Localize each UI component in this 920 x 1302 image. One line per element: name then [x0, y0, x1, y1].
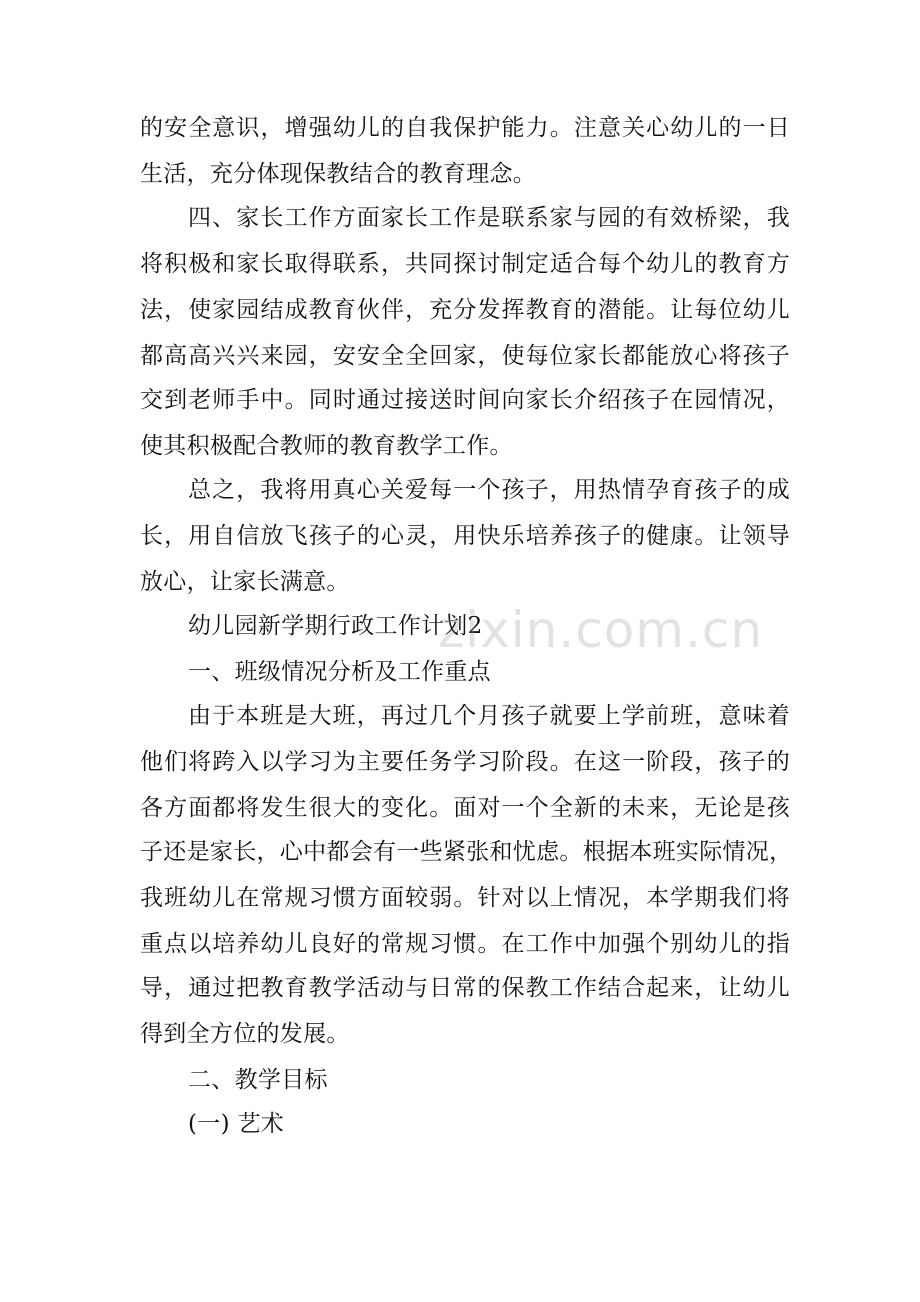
text-line: 我班幼儿在常规习惯方面较弱。针对以上情况，本学期我们将 — [140, 885, 790, 911]
text-line: 使其积极配合教师的教育教学工作。 — [140, 433, 513, 459]
subsection-heading: (一) 艺术 — [188, 1111, 285, 1137]
text-line: 总之，我将用真心关爱每一个孩子，用热情孕育孩子的成 — [188, 477, 790, 503]
watermark: zixin.com.cn — [438, 601, 764, 659]
text-line: 由于本班是大班，再过几个月孩子就要上学前班，意味着 — [188, 703, 790, 729]
section-heading: 一、班级情况分析及工作重点 — [188, 659, 491, 685]
text-line: 放心，让家长满意。 — [140, 569, 350, 595]
text-line: 重点以培养幼儿良好的常规习惯。在工作中加强个别幼儿的指 — [140, 931, 790, 957]
text-line: 各方面都将发生很大的变化。面对一个全新的未来，无论是孩 — [140, 795, 790, 821]
text-line: 导，通过把教育教学活动与日常的保教工作结合起来，让幼儿 — [140, 975, 790, 1001]
text-line: 交到老师手中。同时通过接送时间向家长介绍孩子在园情况， — [140, 387, 790, 413]
text-line: 将积极和家长取得联系，共同探讨制定适合每个幼儿的教育方 — [140, 251, 790, 277]
text-line: 长，用自信放飞孩子的心灵，用快乐培养孩子的健康。让领导 — [140, 523, 790, 549]
section-heading: 二、教学目标 — [188, 1067, 328, 1093]
text-line: 的安全意识，增强幼儿的自我保护能力。注意关心幼儿的一日 — [140, 115, 790, 141]
text-line: 四、家长工作方面家长工作是联系家与园的有效桥梁，我 — [188, 205, 790, 231]
text-line: 子还是家长，心中都会有一些紧张和忧虑。根据本班实际情况， — [140, 839, 793, 865]
text-line: 他们将跨入以学习为主要任务学习阶段。在这一阶段，孩子的 — [140, 749, 790, 775]
text-line: 得到全方位的发展。 — [140, 1021, 350, 1047]
section-title: 幼儿园新学期行政工作计划2 — [188, 613, 483, 639]
text-line: 法，使家园结成教育伙伴，充分发挥教育的潜能。让每位幼儿 — [140, 297, 790, 323]
text-line: 生活，充分体现保教结合的教育理念。 — [140, 161, 537, 187]
text-line: 都高高兴兴来园，安安全全回家，使每位家长都能放心将孩子 — [140, 343, 790, 369]
